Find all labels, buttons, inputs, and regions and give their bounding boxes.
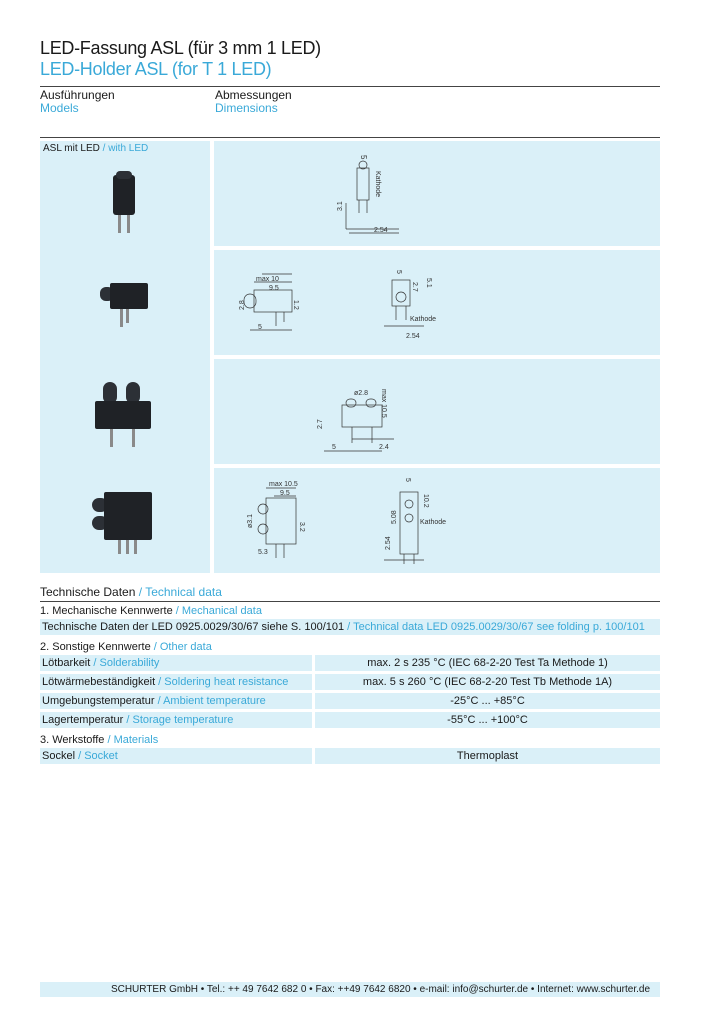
row-label-en: Storage temperature	[132, 714, 234, 726]
row-label-en: Solderability	[99, 657, 160, 669]
dim-label: max 10	[256, 276, 279, 283]
tech-title-de: Technische Daten	[40, 585, 136, 599]
dimension-panel-3	[214, 359, 660, 464]
table-row-value: max. 5 s 260 °C (IEC 68-2-20 Test Tb Methode 1A)	[362, 676, 613, 688]
dim-label: 5	[359, 155, 368, 160]
tech-data-title	[40, 585, 222, 599]
separator: /	[172, 605, 182, 617]
table-row-label	[42, 693, 266, 709]
dim-label: 2.54	[385, 536, 392, 550]
page-title-en: LED-Holder ASL (for T 1 LED)	[40, 59, 272, 79]
models-label	[43, 143, 148, 154]
dim-label: 5.1	[425, 278, 432, 288]
section-title-en: Materials	[113, 734, 159, 746]
column-header-de: Abmessungen	[215, 88, 292, 102]
table-row-label	[42, 712, 233, 728]
separator: /	[135, 585, 146, 599]
led-holder-image-1	[80, 161, 170, 261]
dim-label: max 10.5	[269, 481, 298, 488]
dim-label: 3.2	[298, 522, 305, 532]
section-2-title	[40, 639, 212, 655]
separator: /	[99, 143, 109, 154]
dimension-panel-2	[214, 250, 660, 355]
column-header-models	[40, 89, 115, 115]
row-label-de: Sockel	[42, 750, 76, 762]
models-label-de: ASL mit LED	[43, 143, 100, 154]
footer-contact: SCHURTER GmbH • Tel.: ++ 49 7642 682 0 • Fax: ++49 7642 6820 • e-mail: info@schurter.de • Internet: www.schurter.de	[110, 984, 650, 995]
column-header-en: Dimensions	[215, 101, 278, 115]
dim-label: 5	[395, 270, 402, 274]
dim-label: 2.8	[239, 300, 246, 310]
dim-label: 5	[332, 444, 336, 451]
section-3-title	[40, 732, 158, 748]
row-label-de: Umgebungstemperatur	[42, 695, 155, 707]
footer	[40, 982, 660, 997]
dimension-panel-1	[214, 141, 660, 246]
column-header-de: Ausführungen	[40, 88, 115, 102]
dim-label: 2.54	[374, 227, 388, 234]
table-row-value: -55°C ... +100°C	[447, 714, 528, 726]
section-1-title	[40, 603, 262, 619]
dim-label: 2.7	[317, 419, 324, 429]
separator: /	[150, 641, 160, 653]
dim-label: 5	[258, 324, 262, 331]
dim-label: 5	[404, 478, 411, 482]
separator: /	[123, 714, 133, 726]
page-title-de: LED-Fassung ASL (für 3 mm 1 LED)	[40, 38, 321, 58]
dim-label: 3.1	[337, 201, 344, 211]
separator: /	[90, 657, 100, 669]
dim-label: ø2.8	[354, 390, 369, 397]
divider	[40, 601, 660, 602]
column-header-en: Models	[40, 101, 79, 115]
table-row-text	[42, 619, 645, 635]
table-row-label	[42, 674, 288, 690]
row-label-de: Lagertemperatur	[42, 714, 124, 726]
dim-label: max 10.5	[380, 389, 387, 418]
table-row-value: Thermoplast	[456, 750, 519, 762]
table-row-value: -25°C ... +85°C	[450, 695, 525, 707]
separator: /	[104, 734, 114, 746]
divider	[40, 86, 660, 87]
row-label-en: Ambient temperature	[163, 695, 266, 707]
section-title-de: 3. Werkstoffe	[40, 734, 105, 746]
dim-label: 5.3	[258, 549, 268, 556]
separator: /	[75, 750, 85, 762]
dim-label: 2.4	[379, 444, 389, 451]
dim-label: 2.54	[406, 333, 420, 340]
led-holder-image-4	[80, 486, 180, 566]
dimension-drawing-3	[214, 359, 660, 464]
dim-label: ø3.1	[247, 513, 254, 528]
cathode-label: Kathode	[410, 316, 437, 323]
section-title-de: 2. Sonstige Kennwerte	[40, 641, 151, 653]
cathode-label: Kathode	[374, 171, 381, 198]
dim-label: 5.08	[391, 510, 398, 524]
section-title-de: 1. Mechanische Kennwerte	[40, 605, 173, 617]
section-title-en: Other data	[159, 641, 212, 653]
dimension-drawing-1	[214, 141, 660, 246]
table-row-value: max. 2 s 235 °C (IEC 68-2-20 Test Ta Methode 1)	[367, 657, 608, 669]
row-text-de: Technische Daten der LED 0925.0029/30/67 siehe S. 100/101	[42, 621, 345, 633]
dimension-drawing-2	[214, 250, 660, 355]
separator: /	[154, 695, 164, 707]
row-label-de: Lötbarkeit	[42, 657, 91, 669]
dimension-panel-4	[214, 468, 660, 573]
separator: /	[155, 676, 165, 688]
dim-label: 9.5	[280, 490, 290, 497]
row-label-en: Socket	[84, 750, 118, 762]
tech-title-en: Technical data	[145, 585, 222, 599]
models-label-en: with LED	[108, 143, 149, 154]
cathode-label: Kathode	[420, 519, 447, 526]
dim-label: 10.2	[422, 494, 429, 508]
dimension-drawing-4	[214, 468, 660, 573]
row-label-de: Lötwärmebeständigkeit	[42, 676, 156, 688]
row-label-en: Soldering heat resistance	[164, 676, 289, 688]
divider	[40, 137, 660, 138]
models-panel	[40, 141, 210, 573]
table-row-label	[42, 748, 118, 764]
row-text-en: Technical data LED 0925.0029/30/67 see folding p. 100/101	[353, 621, 645, 633]
table-row-label	[42, 655, 159, 671]
led-holder-image-3	[80, 377, 170, 467]
separator: /	[344, 621, 354, 633]
dim-label: 9.5	[269, 285, 279, 292]
column-header-dimensions	[215, 89, 292, 115]
dim-label: 2.7	[411, 282, 418, 292]
section-title-en: Mechanical data	[181, 605, 262, 617]
led-holder-image-2	[80, 273, 170, 353]
dim-label: 1.2	[292, 300, 299, 310]
